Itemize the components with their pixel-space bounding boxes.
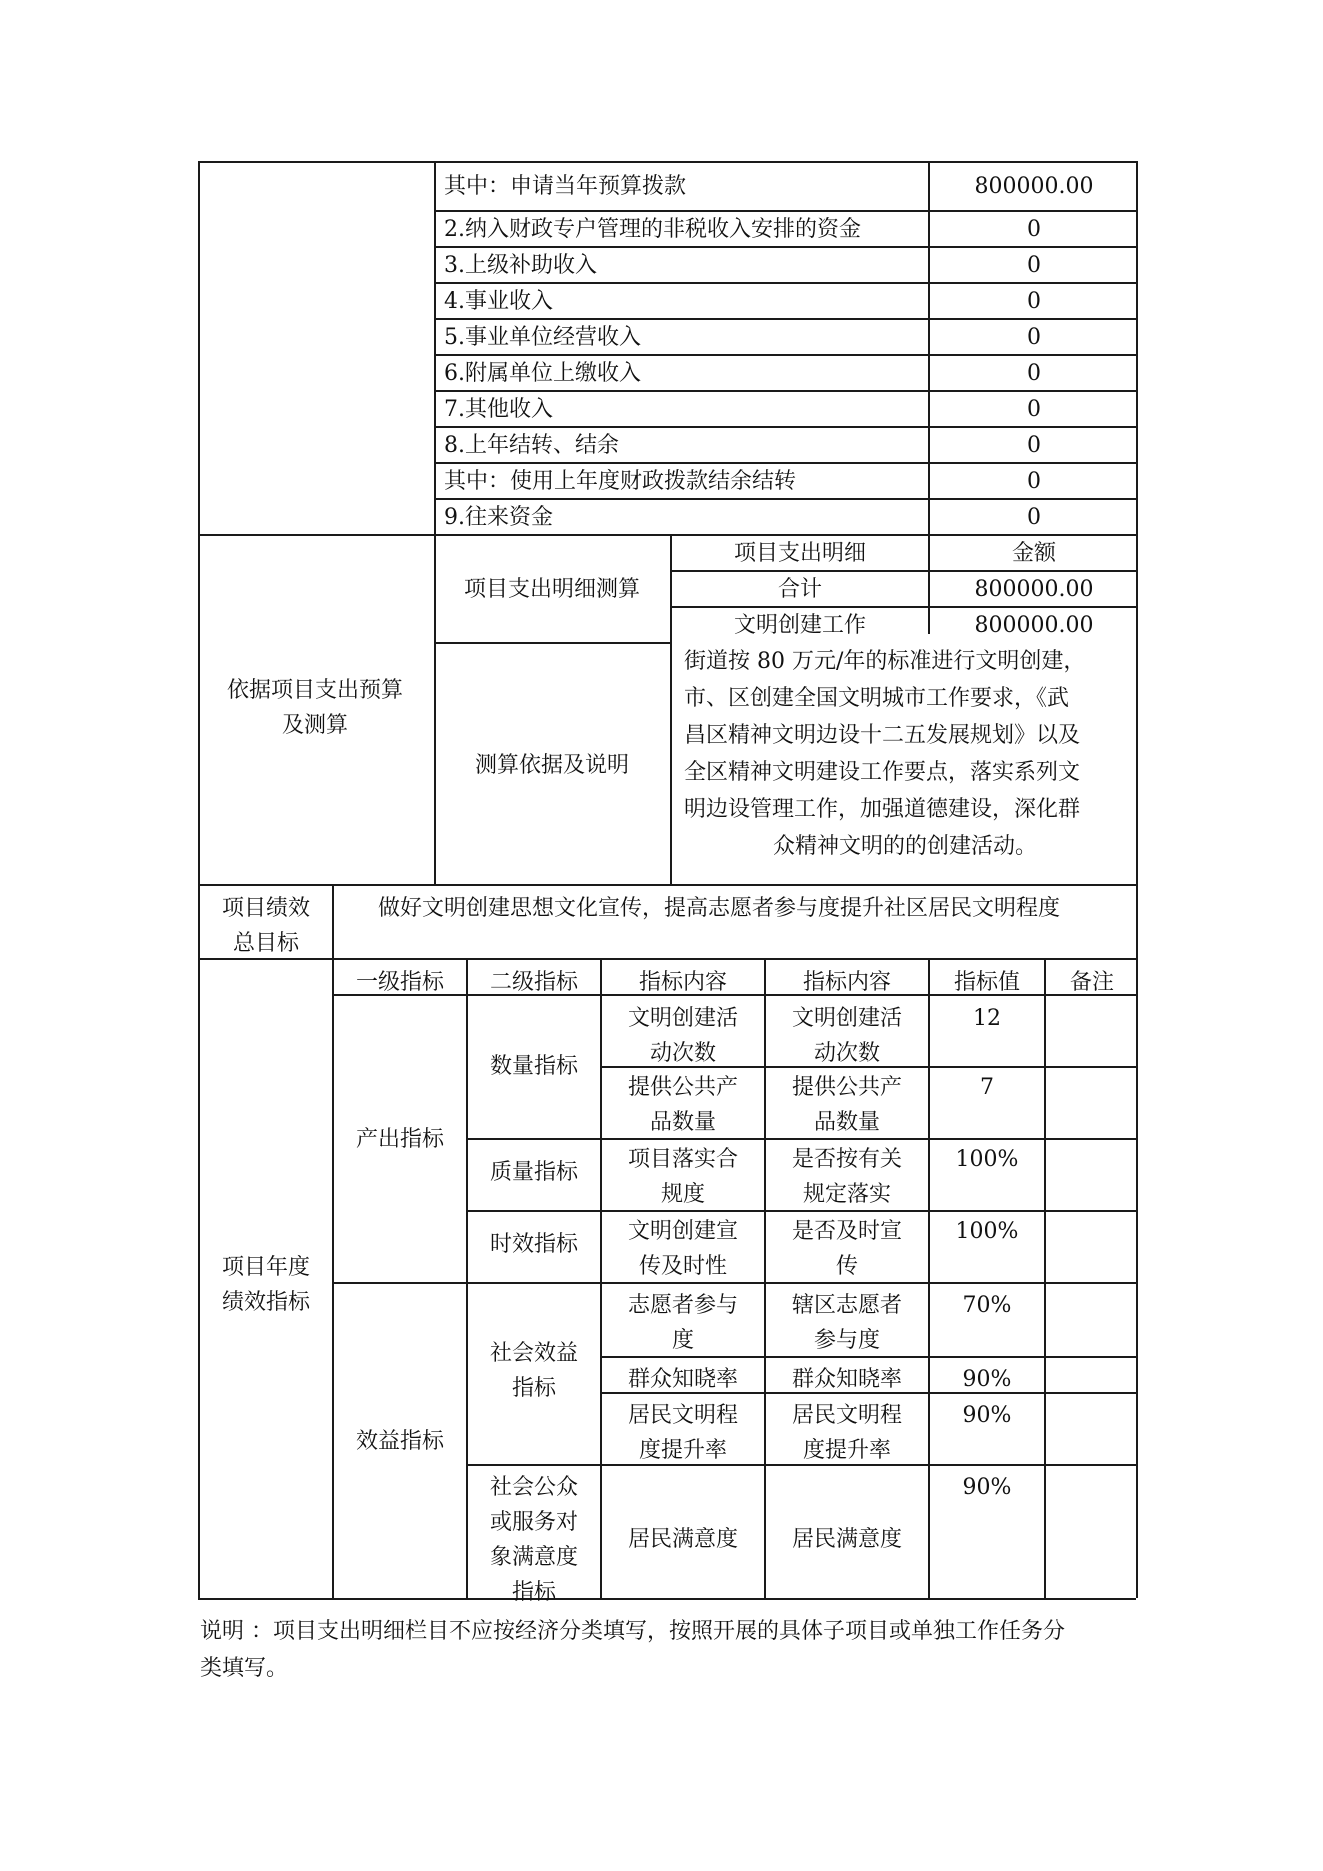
header-content: 指标内容 xyxy=(802,970,891,995)
indicator-content: 规定落实 xyxy=(802,1182,891,1207)
budget-section-label: 及测算 xyxy=(281,713,348,738)
funding-row-label: 8.上年结转、结余 xyxy=(444,433,619,458)
funding-row-label: 3.上级补助收入 xyxy=(444,253,597,278)
indicator-content: 居民文明程 xyxy=(791,1403,902,1428)
total-label: 合计 xyxy=(777,577,822,602)
indicator-content: 提供公共产 xyxy=(627,1075,738,1100)
indicator-content: 辖区志愿者 xyxy=(791,1293,902,1318)
table-border-vertical xyxy=(1044,958,1046,1598)
indicator-content: 度提升率 xyxy=(802,1438,891,1463)
indicator-content: 文明创建宣 xyxy=(627,1219,738,1244)
indicator-content: 传 xyxy=(835,1254,858,1279)
item-value: 800000.00 xyxy=(974,613,1094,638)
funding-row-value: 0 xyxy=(1027,217,1041,242)
indicator-content: 文明创建活 xyxy=(627,1006,738,1031)
indicator-content: 文明创建活 xyxy=(791,1006,902,1031)
header-remark: 备注 xyxy=(1069,970,1114,995)
level1-output: 产出指标 xyxy=(355,1127,444,1152)
funding-row-value: 0 xyxy=(1027,325,1041,350)
basis-line: 众精神文明的的创建活动。 xyxy=(772,834,1037,859)
footnote-line: 类填写。 xyxy=(200,1656,289,1681)
indicator-value: 90% xyxy=(962,1367,1012,1392)
level1-benefit: 效益指标 xyxy=(355,1429,444,1454)
funding-row-label: 其中：使用上年度财政拨款结余结转 xyxy=(444,469,797,494)
indicator-value: 70% xyxy=(962,1293,1012,1318)
indicator-content: 是否按有关 xyxy=(791,1147,902,1172)
header-level1: 一级指标 xyxy=(355,970,444,995)
indicator-content: 居民满意度 xyxy=(627,1527,738,1552)
level2-satisfaction: 指标 xyxy=(511,1580,556,1605)
budget-section-label: 依据项目支出预算 xyxy=(226,678,403,703)
funding-row-value: 0 xyxy=(1027,289,1041,314)
indicator-content: 项目落实合 xyxy=(627,1147,738,1172)
level2-satisfaction: 或服务对 xyxy=(489,1510,578,1535)
basis-line: 市、区创建全国文明城市工作要求，《武 xyxy=(684,686,1070,711)
level2-quantity: 数量指标 xyxy=(489,1054,578,1079)
level2-satisfaction: 社会公众 xyxy=(489,1475,578,1500)
indicator-content: 度提升率 xyxy=(638,1438,727,1463)
goal-label: 项目绩效 xyxy=(221,896,310,921)
col-header-amount: 金额 xyxy=(1011,541,1056,566)
level2-quality: 质量指标 xyxy=(489,1160,578,1185)
funding-row-value: 0 xyxy=(1027,433,1041,458)
funding-row-label: 7.其他收入 xyxy=(444,397,553,422)
funding-row-value: 0 xyxy=(1027,361,1041,386)
indicator-value: 12 xyxy=(973,1006,1001,1031)
table-border-vertical xyxy=(198,161,200,1598)
table-border-horizontal xyxy=(198,958,1136,960)
goal-text: 做好文明创建思想文化宣传，提高志愿者参与度提升社区居民文明程度 xyxy=(378,896,1061,921)
funding-row-label: 5.事业单位经营收入 xyxy=(444,325,641,350)
table-border-horizontal xyxy=(198,1598,1136,1600)
indicator-content: 度 xyxy=(671,1328,694,1353)
basis-line: 明边设管理工作，加强道德建设，深化群 xyxy=(684,797,1081,822)
level2-timeliness: 时效指标 xyxy=(489,1232,578,1257)
indicator-content: 动次数 xyxy=(813,1041,880,1066)
indicator-content: 居民文明程 xyxy=(627,1403,738,1428)
table-border-horizontal xyxy=(198,884,1136,886)
funding-row-label: 9.往来资金 xyxy=(444,505,553,530)
indicator-content: 规度 xyxy=(660,1182,705,1207)
indicator-value: 100% xyxy=(955,1219,1019,1244)
funding-row-value: 0 xyxy=(1027,469,1041,494)
basis-line: 全区精神文明建设工作要点，落实系列文 xyxy=(684,760,1081,785)
indicator-content: 群众知晓率 xyxy=(627,1367,738,1392)
funding-row-label: 6.附属单位上缴收入 xyxy=(444,361,641,386)
header-content: 指标内容 xyxy=(638,970,727,995)
funding-row-label: 其中：申请当年预算拨款 xyxy=(444,174,687,199)
indicator-content: 是否及时宣 xyxy=(791,1219,902,1244)
footnote-line: 说明 ：项目支出明细栏目不应按经济分类填写，按照开展的具体子项目或单独工作任务分 xyxy=(200,1619,1065,1644)
header-value: 指标值 xyxy=(953,970,1020,995)
level2-satisfaction: 象满意度 xyxy=(489,1545,578,1570)
indicator-value: 90% xyxy=(962,1403,1012,1428)
indicator-section-label: 项目年度 xyxy=(221,1255,310,1280)
table-border-horizontal xyxy=(198,161,1136,163)
indicator-content: 品数量 xyxy=(649,1110,716,1135)
indicator-content: 居民满意度 xyxy=(791,1527,902,1552)
indicator-content: 群众知晓率 xyxy=(791,1367,902,1392)
funding-row-label: 4.事业收入 xyxy=(444,289,553,314)
detail-calc-label: 项目支出明细测算 xyxy=(463,577,640,602)
level2-social: 指标 xyxy=(511,1376,556,1401)
indicator-content: 志愿者参与 xyxy=(627,1293,738,1318)
indicator-content: 传及时性 xyxy=(638,1254,727,1279)
item-label: 文明创建工作 xyxy=(733,613,866,638)
indicator-content: 品数量 xyxy=(813,1110,880,1135)
indicator-content: 参与度 xyxy=(813,1328,880,1353)
indicator-content: 动次数 xyxy=(649,1041,716,1066)
basis-line: 昌区精神文明边设十二五发展规划》以及 xyxy=(684,723,1081,748)
indicator-section-label: 绩效指标 xyxy=(221,1290,310,1315)
funding-row-value: 800000.00 xyxy=(974,174,1094,199)
header-level2: 二级指标 xyxy=(489,970,578,995)
table-border-horizontal xyxy=(434,642,670,644)
total-value: 800000.00 xyxy=(974,577,1094,602)
funding-row-value: 0 xyxy=(1027,253,1041,278)
indicator-value: 90% xyxy=(962,1475,1012,1500)
basis-label: 测算依据及说明 xyxy=(474,753,629,778)
indicator-value: 7 xyxy=(980,1075,994,1100)
funding-row-value: 0 xyxy=(1027,505,1041,530)
funding-row-label: 2.纳入财政专户管理的非税收入安排的资金 xyxy=(444,217,861,242)
indicator-value: 100% xyxy=(955,1147,1019,1172)
indicator-content: 提供公共产 xyxy=(791,1075,902,1100)
level2-social: 社会效益 xyxy=(489,1341,578,1366)
basis-line: 街道按 80 万元/年的标准进行文明创建， xyxy=(684,649,1086,674)
goal-label: 总目标 xyxy=(232,931,299,956)
funding-row-value: 0 xyxy=(1027,397,1041,422)
col-header-item: 项目支出明细 xyxy=(733,541,866,566)
